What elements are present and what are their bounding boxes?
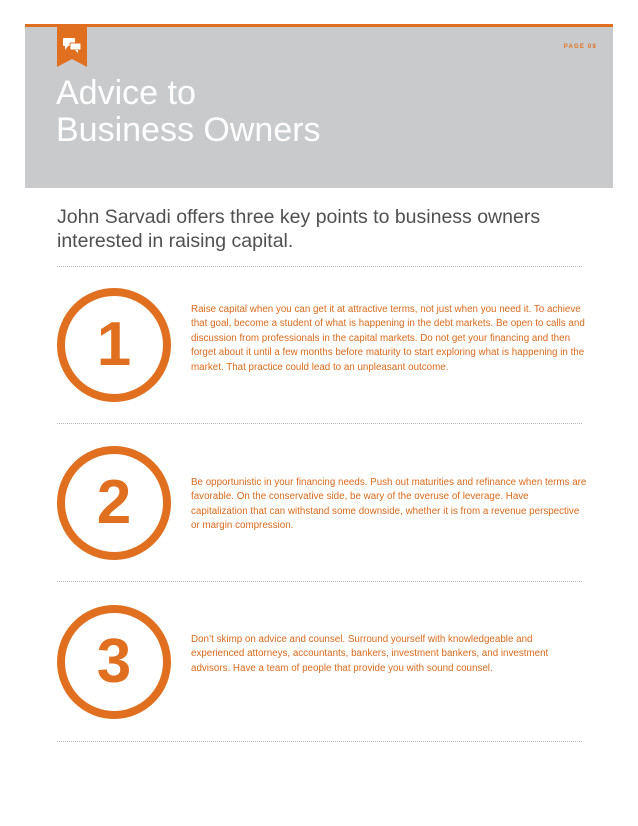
divider [57, 423, 582, 424]
point-text: Raise capital when you can get it at attractive terms, not just when you need it. To achieve that goal, become a student of what is happening in the debt markets. Be open to calls and discussion from professionals in the capital markets. Do not get your financing and then forget about it until a few months before maturity to start exploring what is happening in the market. That practice could lead to an unpleasant outcome. [191, 304, 585, 373]
point-number: 3 [96, 627, 132, 696]
number-circle [57, 446, 171, 560]
page-title [56, 75, 321, 149]
point-text: Don’t skimp on advice and counsel. Surround yourself with knowledgeable and experienced attorneys, accountants, bankers, investment bankers, and investment advisors. Have a team of people that provide you with sound counsel. [191, 634, 549, 674]
header-band [25, 24, 613, 188]
title-line-1: Advice to [56, 74, 196, 112]
speech-bubbles-icon [57, 27, 87, 67]
number-circle [57, 605, 171, 719]
title-line-2: Business Owners [56, 111, 321, 149]
point-number: 1 [96, 310, 132, 379]
point-text: Be opportunistic in your financing needs. Push out maturities and refinance when terms are favorable. On the conservative side, be wary of the overuse of leverage. Have capitalization that can withstand some downside, whether it is from a revenue perspective or margin compression. [191, 477, 587, 532]
intro-text: John Sarvadi offers three key points to business owners interested in raising capital. [57, 206, 541, 252]
point-number: 2 [96, 468, 132, 537]
divider [57, 581, 582, 582]
divider [57, 266, 582, 267]
key-point-2 [57, 446, 587, 566]
number-circle [57, 288, 171, 402]
key-point-1 [57, 288, 587, 408]
page-number: PAGE 08 [563, 44, 597, 50]
divider [57, 741, 582, 742]
key-point-3 [57, 605, 587, 725]
